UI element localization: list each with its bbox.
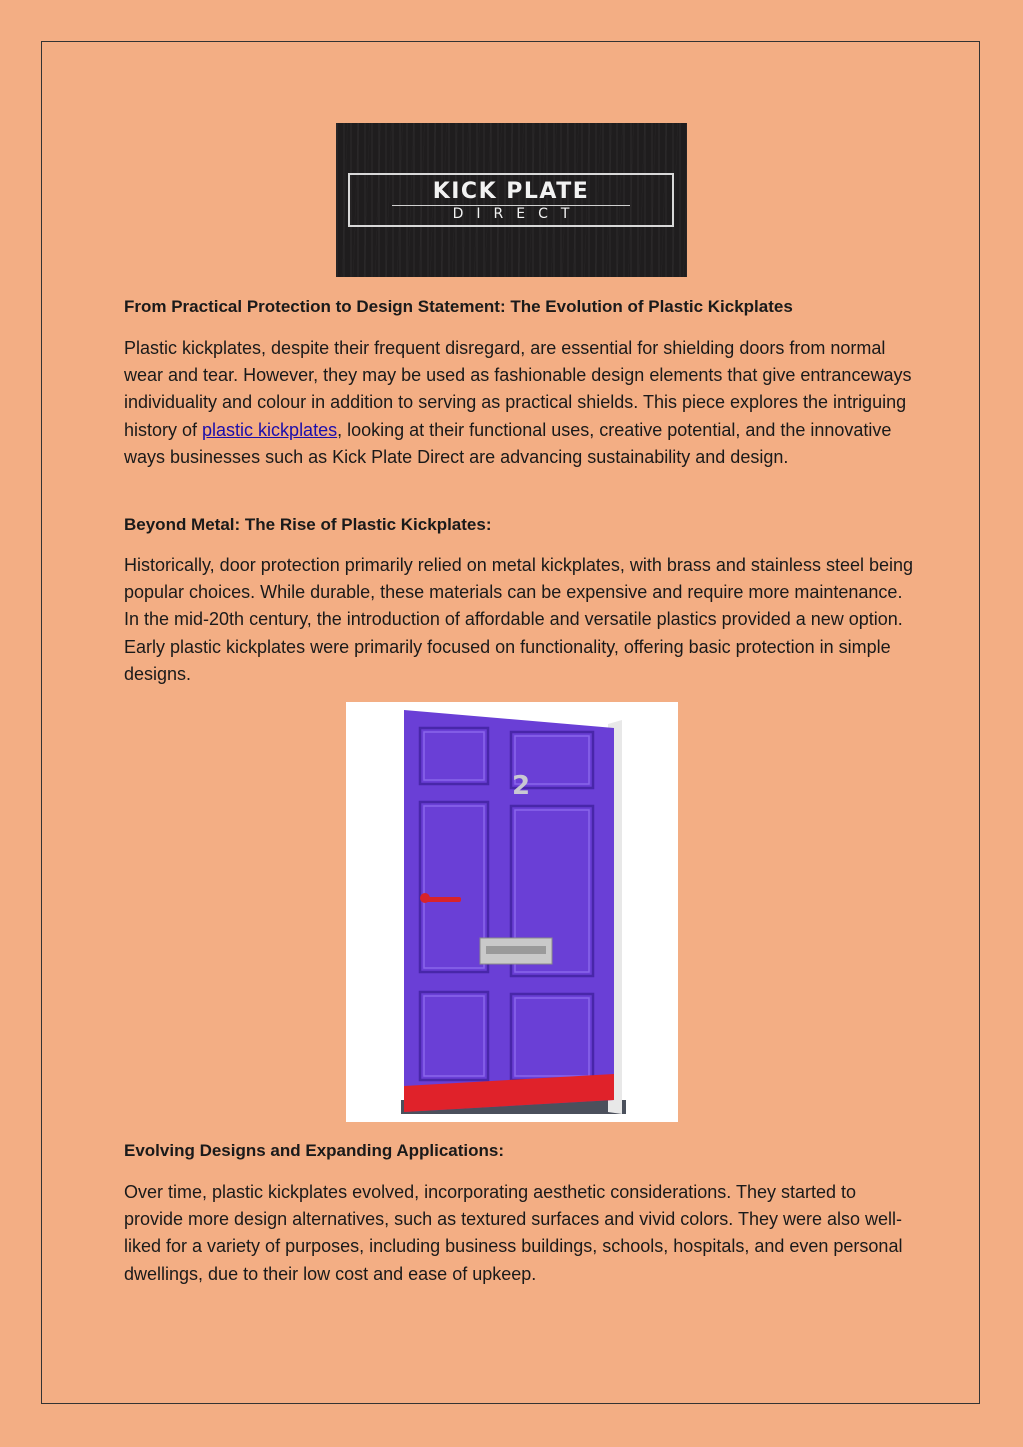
kick-plate-direct-logo	[336, 123, 687, 277]
door-panel	[404, 710, 614, 1112]
intro-text-end: , looking at their functional uses, creative potential, and the innovative ways businesses such as Kick Plate Direct are advancing sustainability and design.	[124, 419, 892, 467]
logo-title: KICK PLATE	[432, 179, 590, 204]
plastic-kickplates-link[interactable]: plastic kickplates	[202, 419, 338, 440]
history-paragraph: Historically, door protection primarily relied on metal kickplates, with brass and stainless steel being popular choices. While durable, these materials can be expensive and require more maintenance. In the mid-20th century, the introduction of affordable and versatile plastics provided a new option. Early plastic kickplates were primarily focused on functionality, offering basic protection in simple designs.	[124, 555, 914, 684]
logo-subtitle: DIRECT	[452, 206, 583, 222]
intro-paragraph	[124, 335, 914, 471]
intro-text-start: Plastic kickplates, despite their frequent disregard, are essential for shielding doors from normal wear and tear. However, they may be used as fashionable design elements that give entranceways individuality and colour in addition to serving as practical shields. This piece explores the intriguing history of	[124, 338, 912, 440]
logo-frame	[348, 173, 674, 227]
section-heading-evolving-designs: Evolving Designs and Expanding Applications:	[124, 1141, 505, 1160]
purple-door-photo	[346, 702, 678, 1122]
section-heading-evolution: From Practical Protection to Design Statement: The Evolution of Plastic Kickplates	[124, 297, 793, 316]
applications-paragraph: Over time, plastic kickplates evolved, incorporating aesthetic considerations. They started to provide more design alternatives, such as textured surfaces and vivid colors. They were also well-liked for a variety of purposes, including business buildings, schools, hospitals, and even personal dwellings, due to their low cost and ease of upkeep.	[124, 1182, 903, 1284]
letterbox	[480, 938, 552, 964]
section-heading-beyond-metal: Beyond Metal: The Rise of Plastic Kickplates:	[124, 515, 492, 534]
door-number: 2	[512, 771, 531, 801]
door-illustration	[346, 702, 678, 1122]
